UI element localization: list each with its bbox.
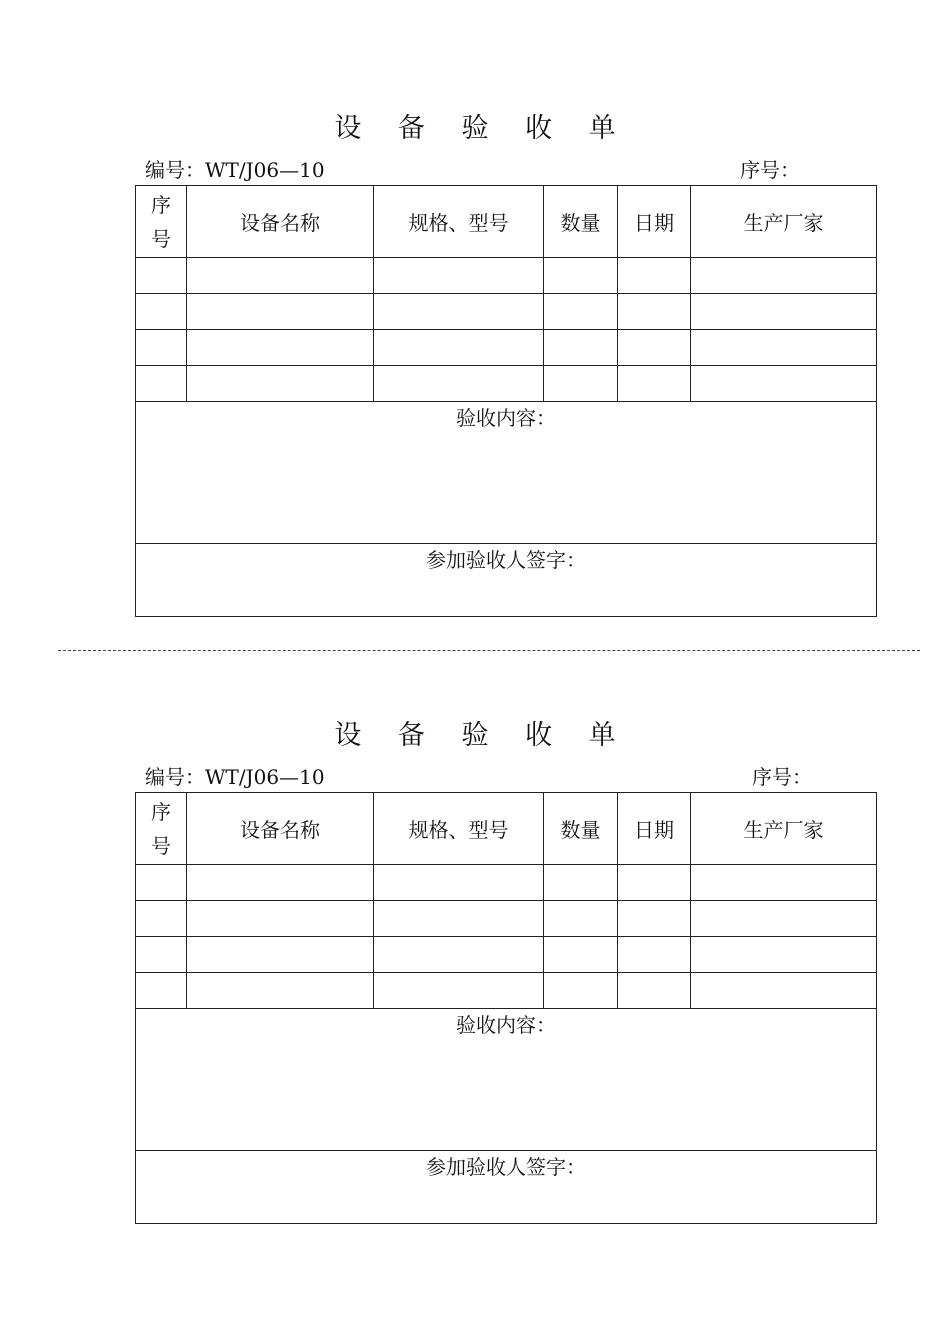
form-title: 设 备 验 收 单 (334, 113, 630, 144)
header-date: 日期 (618, 793, 691, 865)
cell-quantity[interactable] (544, 973, 618, 1009)
header-spec-model: 规格、型号 (374, 186, 544, 258)
table-row (136, 973, 877, 1009)
cell-spec-model[interactable] (374, 937, 544, 973)
table-header-row (136, 186, 877, 258)
cell-manufacturer[interactable] (691, 258, 877, 294)
cell-quantity[interactable] (544, 330, 618, 366)
acceptance-content-field[interactable] (136, 402, 877, 544)
content-row (136, 1009, 877, 1151)
cell-seq[interactable] (136, 973, 187, 1009)
cell-date[interactable] (618, 973, 691, 1009)
acceptance-table (135, 185, 877, 617)
cell-manufacturer[interactable] (691, 330, 877, 366)
acceptance-table (135, 792, 877, 1224)
cell-spec-model[interactable] (374, 973, 544, 1009)
cell-seq[interactable] (136, 294, 187, 330)
header-seq-bottom: 号 (151, 226, 171, 251)
header-date: 日期 (618, 186, 691, 258)
header-seq (136, 793, 187, 865)
cell-seq[interactable] (136, 865, 187, 901)
header-quantity: 数量 (544, 793, 618, 865)
header-manufacturer: 生产厂家 (691, 186, 877, 258)
header-seq-top: 序 (151, 192, 171, 217)
cell-quantity[interactable] (544, 366, 618, 402)
cut-line-divider (58, 650, 920, 651)
cell-seq[interactable] (136, 330, 187, 366)
header-spec-model: 规格、型号 (374, 793, 544, 865)
header-quantity: 数量 (544, 186, 618, 258)
cell-date[interactable] (618, 901, 691, 937)
table-row (136, 258, 877, 294)
acceptance-content-label: 验收内容： (456, 406, 556, 430)
cell-equipment-name[interactable] (187, 330, 374, 366)
cell-quantity[interactable] (544, 901, 618, 937)
cell-spec-model[interactable] (374, 294, 544, 330)
cell-equipment-name[interactable] (187, 973, 374, 1009)
cell-manufacturer[interactable] (691, 366, 877, 402)
acceptance-content-label: 验收内容： (456, 1013, 556, 1037)
table-row (136, 294, 877, 330)
form-seq-label: 序号： (740, 158, 800, 182)
cell-equipment-name[interactable] (187, 901, 374, 937)
cell-equipment-name[interactable] (187, 865, 374, 901)
acceptance-content-field[interactable] (136, 1009, 877, 1151)
cell-equipment-name[interactable] (187, 366, 374, 402)
form-title: 设 备 验 收 单 (334, 720, 630, 751)
cell-quantity[interactable] (544, 294, 618, 330)
table-row (136, 937, 877, 973)
cell-manufacturer[interactable] (691, 901, 877, 937)
table-row (136, 330, 877, 366)
form-code-label: 编号：WT/J06—10 (145, 765, 325, 789)
cell-spec-model[interactable] (374, 366, 544, 402)
cell-date[interactable] (618, 294, 691, 330)
table-row (136, 865, 877, 901)
header-seq-top: 序 (151, 799, 171, 824)
cell-manufacturer[interactable] (691, 937, 877, 973)
cell-date[interactable] (618, 366, 691, 402)
cell-manufacturer[interactable] (691, 865, 877, 901)
header-seq-bottom: 号 (151, 833, 171, 858)
signature-field[interactable] (136, 1151, 877, 1224)
table-row (136, 366, 877, 402)
cell-seq[interactable] (136, 937, 187, 973)
cell-seq[interactable] (136, 366, 187, 402)
cell-equipment-name[interactable] (187, 258, 374, 294)
form-seq-label: 序号： (752, 765, 812, 789)
cell-spec-model[interactable] (374, 330, 544, 366)
cell-manufacturer[interactable] (691, 973, 877, 1009)
cell-seq[interactable] (136, 258, 187, 294)
form-code-label: 编号：WT/J06—10 (145, 158, 325, 182)
cell-date[interactable] (618, 258, 691, 294)
cell-quantity[interactable] (544, 258, 618, 294)
cell-spec-model[interactable] (374, 901, 544, 937)
header-equipment-name: 设备名称 (187, 793, 374, 865)
cell-date[interactable] (618, 937, 691, 973)
cell-date[interactable] (618, 330, 691, 366)
cell-manufacturer[interactable] (691, 294, 877, 330)
cell-equipment-name[interactable] (187, 294, 374, 330)
table-header-row (136, 793, 877, 865)
content-row (136, 402, 877, 544)
header-manufacturer: 生产厂家 (691, 793, 877, 865)
cell-seq[interactable] (136, 901, 187, 937)
cell-quantity[interactable] (544, 937, 618, 973)
header-seq (136, 186, 187, 258)
signature-label: 参加验收人签字： (426, 1155, 586, 1179)
signature-row (136, 1151, 877, 1224)
signature-row (136, 544, 877, 617)
cell-spec-model[interactable] (374, 865, 544, 901)
signature-field[interactable] (136, 544, 877, 617)
signature-label: 参加验收人签字： (426, 548, 586, 572)
cell-equipment-name[interactable] (187, 937, 374, 973)
cell-date[interactable] (618, 865, 691, 901)
header-equipment-name: 设备名称 (187, 186, 374, 258)
cell-spec-model[interactable] (374, 258, 544, 294)
cell-quantity[interactable] (544, 865, 618, 901)
table-row (136, 901, 877, 937)
